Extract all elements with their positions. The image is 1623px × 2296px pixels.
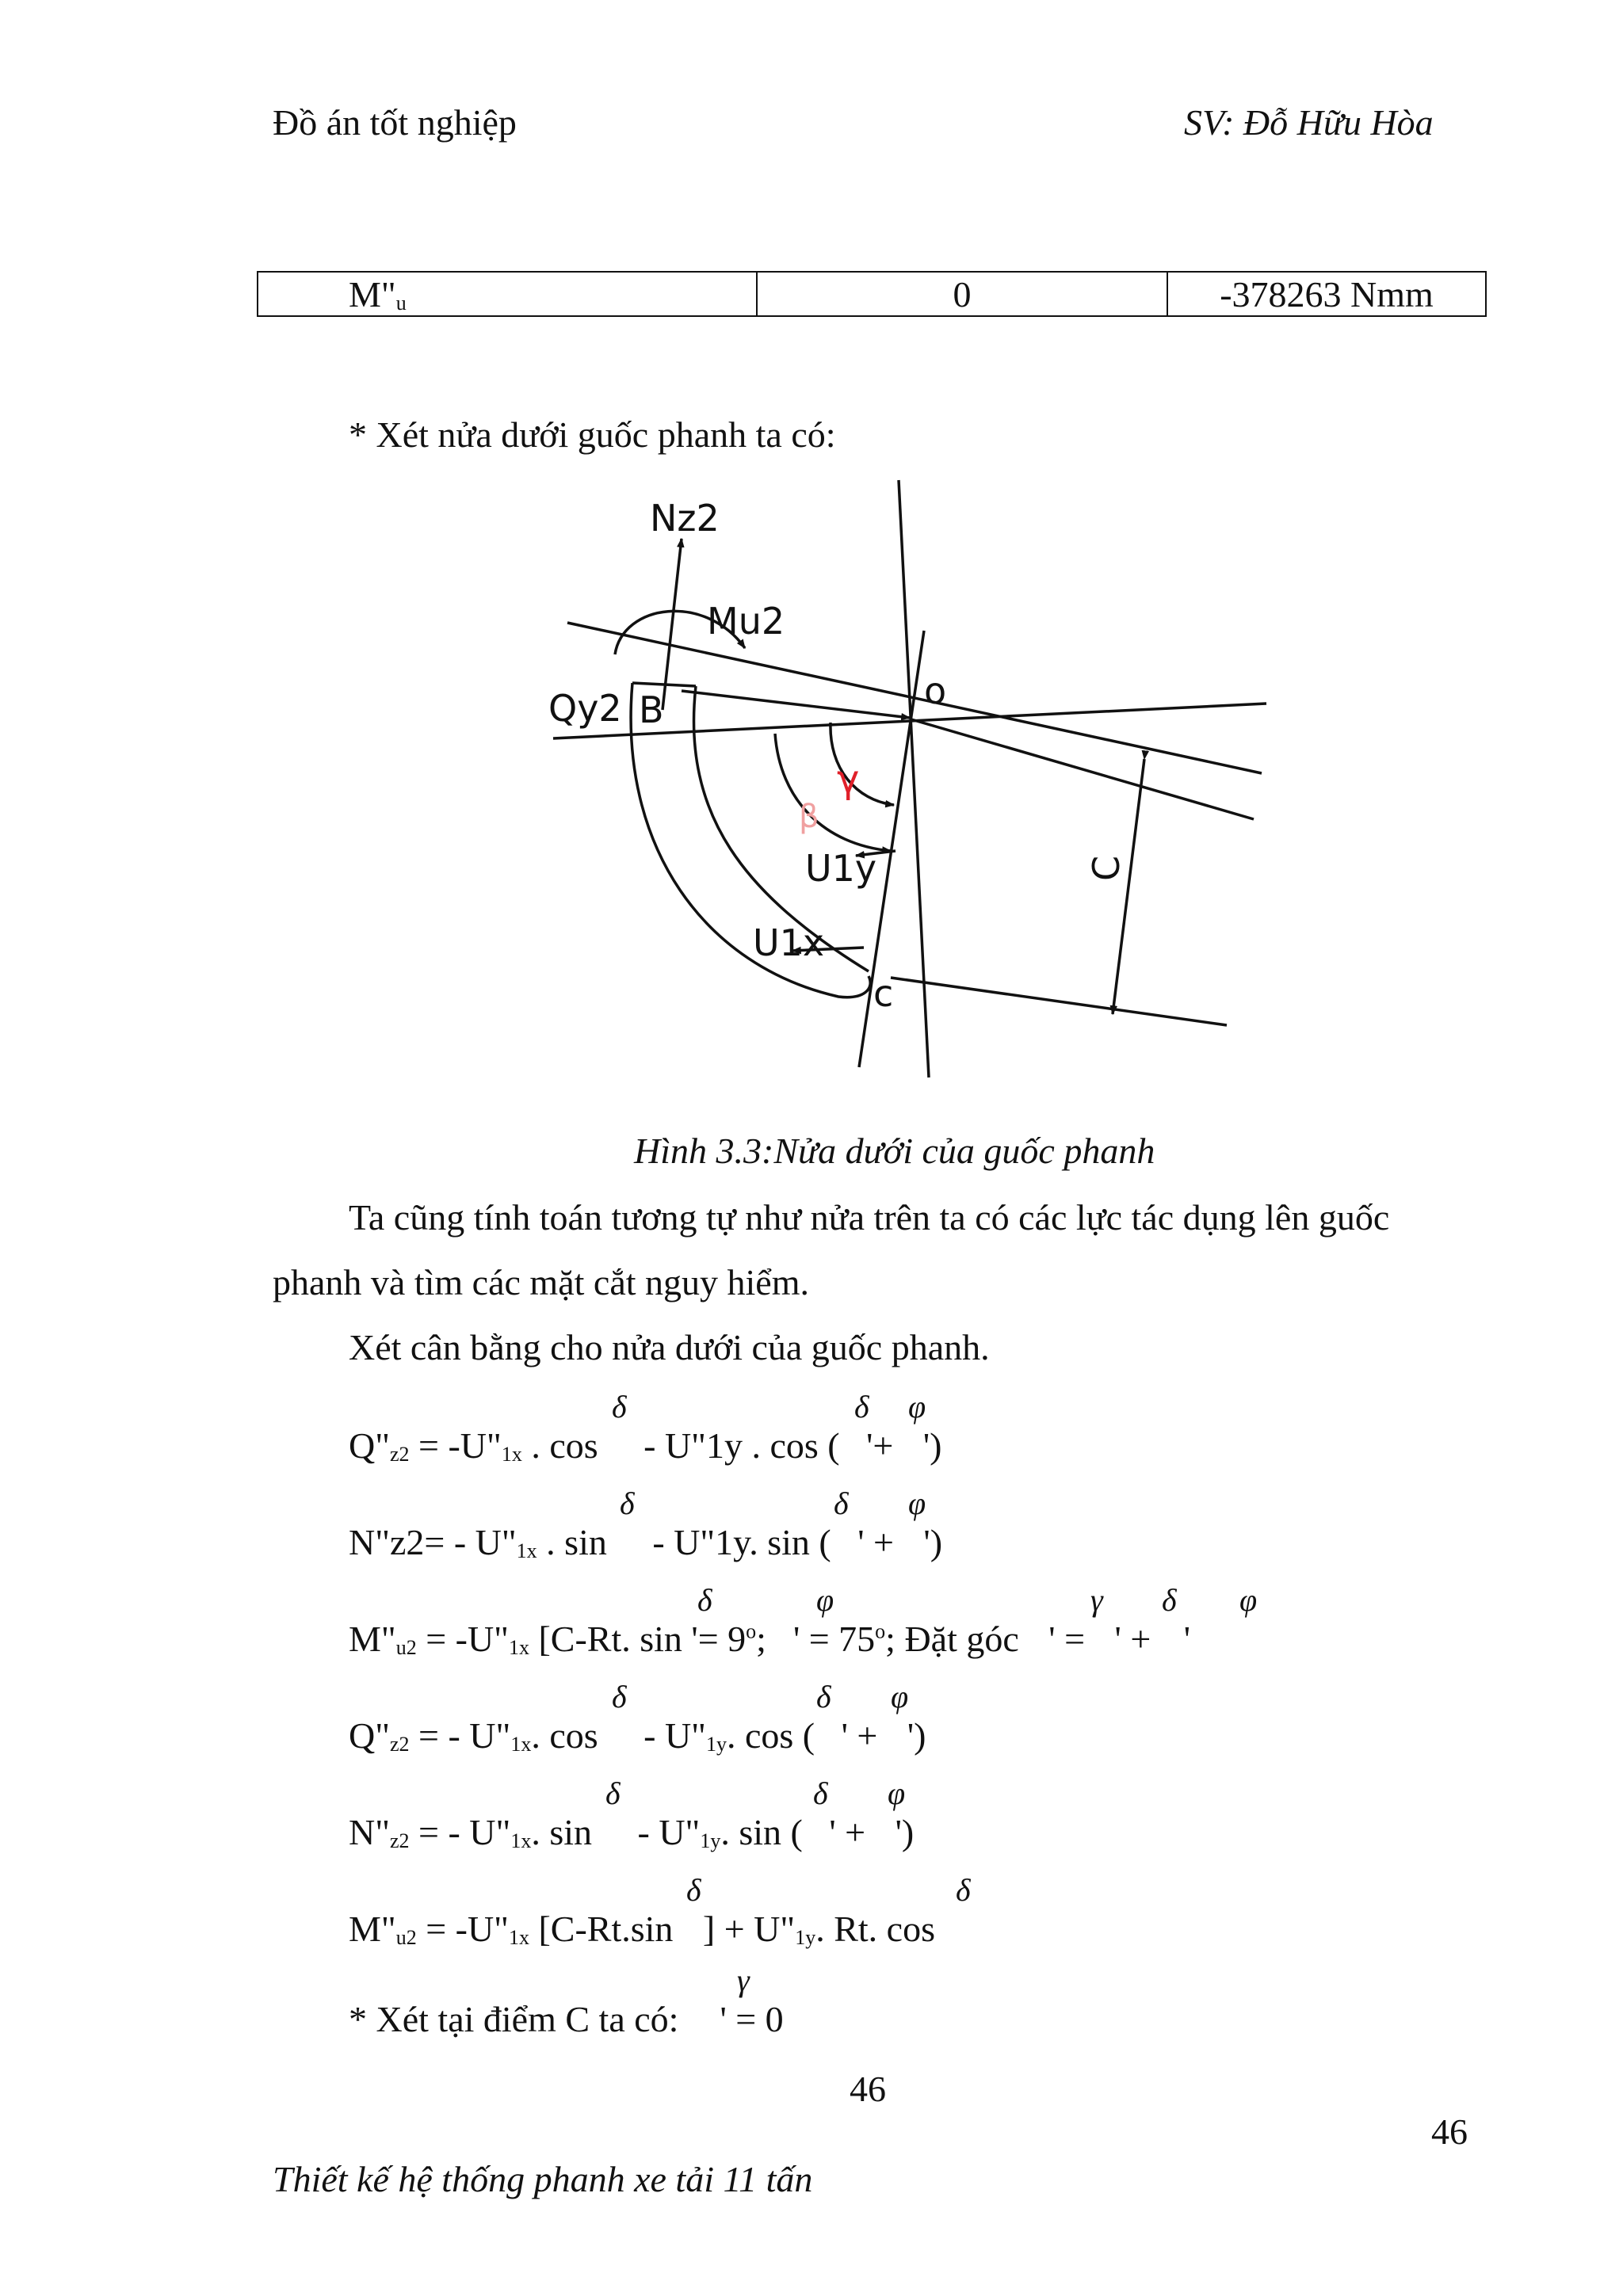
symbol-gamma: γ [1090,1582,1103,1618]
table-cell-value1: 0 [757,272,1167,316]
dim-c-line [1113,759,1144,1014]
equation-7: * Xét tại điểm C ta có: ' = 0 [349,1999,784,2039]
equation-2: N"z2= - $U"_{1x}$ . sin - U"1y. sin ( ' + ') [349,1522,943,1562]
intro-text: * Xét nửa dưới guốc phanh ta có: [349,414,836,455]
symbol-delta: δ [1162,1582,1177,1618]
line-force-to-o [682,691,910,718]
label-b: B [639,688,664,731]
paragraph-line-1: Ta cũng tính toán tương tự như nửa trên ta có các lực tác dụng lên guốc [349,1197,1390,1238]
header-left: Đồ án tốt nghiệp [273,102,517,143]
label-gamma: γ [837,757,860,802]
page-number-center: 46 [850,2069,886,2109]
equation-5: $N"_{z2}$ = - $U"_{1x}$. sin - $U"_{1y}$. sin ( ' + ') [349,1812,915,1852]
symbol-phi: φ [1239,1582,1258,1618]
figure-caption: Hình 3.3:Nửa dưới của guốc phanh [634,1131,1155,1171]
equation-6: $M"_{u2}$ = $-U"_{1x}$ [C-Rt.sin ] + $U"_{1y}$. Rt. cos [349,1909,935,1949]
equation-1: $Q"_{z2}$ = $-U"_{1x}$ . cos - U"1y . cos ( '+ ') [349,1425,942,1466]
table-cell-label: $M"_u$ [258,272,757,316]
symbol-phi: φ [816,1582,834,1618]
label-c-point: c [873,972,894,1015]
label-mu2: Mu2 [707,600,785,643]
header-right: SV: Đỗ Hữu Hòa [1184,102,1434,143]
symbol-phi: φ [908,1486,926,1521]
symbol-delta: δ [816,1679,831,1714]
symbol-delta: δ [605,1775,621,1811]
symbol-delta: δ [956,1872,971,1908]
equation-3: $M"_{u2}$ = $-U"_{1x}$ [C-Rt. sin '= $9^o$; ' = $75^o$; Đặt góc ' = ' + ' [349,1619,1191,1659]
symbol-phi: φ [888,1775,906,1811]
symbol-gamma: γ [737,1962,750,1998]
line-upper-diag [567,623,1262,773]
symbol-phi: φ [891,1679,909,1714]
symbol-delta: δ [834,1486,849,1521]
label-beta: β [799,799,819,835]
table-cell-value2: -378263 Nmm [1167,272,1486,316]
page-number-right: 46 [1431,2111,1468,2152]
label-nz2: Nz2 [650,497,720,540]
label-u1y: U1y [805,847,877,890]
label-c-dim: C [1085,855,1128,881]
footer-title: Thiết kế hệ thống phanh xe tải 11 tấn [273,2159,813,2199]
symbol-delta: δ [612,1679,627,1714]
symbol-delta: δ [612,1389,627,1425]
symbol-phi: φ [908,1389,926,1425]
label-o: o [924,669,947,712]
symbol-delta: δ [620,1486,635,1521]
equation-4: $Q"_{z2}$ = - $U"_{1x}$. cos - $U"_{1y}$. cos ( ' + ') [349,1715,926,1756]
label-qy2: Qy2 [548,687,622,730]
symbol-delta: δ [686,1872,701,1908]
brake-shoe-diagram [0,0,1623,1125]
symbol-delta: δ [697,1582,712,1618]
paragraph-2: Xét cân bằng cho nửa dưới của guốc phanh. [349,1327,990,1367]
symbol-delta: δ [813,1775,828,1811]
line-lower [891,978,1227,1025]
paragraph-line-2: phanh và tìm các mặt cắt nguy hiểm. [273,1262,809,1302]
shoe-end-b [632,683,696,686]
symbol-delta: δ [854,1389,869,1425]
label-u1x: U1x [753,921,825,964]
